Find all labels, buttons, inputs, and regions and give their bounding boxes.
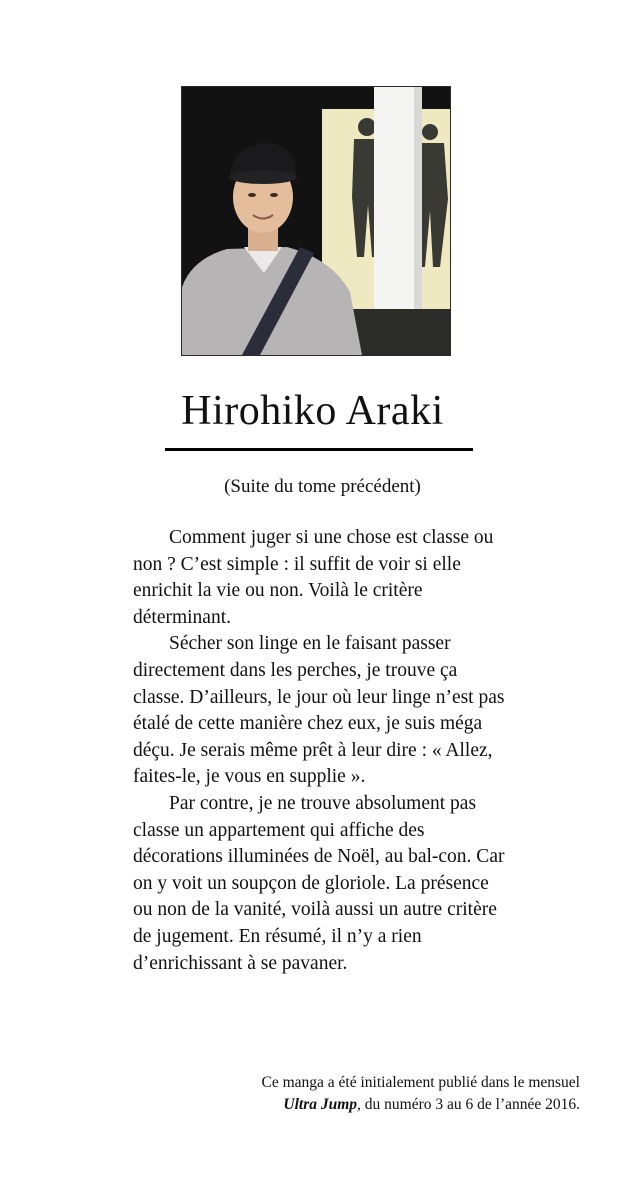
- name-underline: [165, 448, 473, 451]
- paragraph-2: Sécher son linge en le faisant passer directement dans les perches, je trouve ça classe. D’ailleurs, le jour où leur linge n’est pas étalé de cette manière chez eux, je suis méga déçu. Je serais même prêt à leur dire : « Allez, faites-le, je vous en supplie ».: [133, 633, 505, 788]
- publication-note: [240, 1072, 580, 1115]
- author-photo: [182, 87, 450, 355]
- magazine-title: Ultra Jump: [283, 1095, 358, 1113]
- paragraph-3: Par contre, je ne trouve absolument pas classe un appartement qui affiche des décorations illuminées de Noël, au bal-con. Car on y voit un soupçon de gloriole. La présence ou non de la vanité, voilà aussi un autre critère de jugement. En résumé, il n’y a rien d’enrichissant à se pavaner.: [133, 792, 505, 974]
- publication-note-after: , du numéro 3 au 6 de l’année 2016.: [357, 1095, 580, 1113]
- author-photo-drawing: [182, 87, 450, 355]
- publication-note-before: Ce manga a été initialement publié dans le mensuel: [261, 1074, 580, 1091]
- subtitle: (Suite du tome précédent): [224, 476, 421, 497]
- paragraph-1: Comment juger si une chose est classe ou non ? C’est simple : il suffit de voir si elle enrichit la vie ou non. Voilà le critère déterminant.: [133, 527, 494, 628]
- author-commentary: [133, 525, 513, 977]
- author-name: Hirohiko Araki: [181, 388, 444, 434]
